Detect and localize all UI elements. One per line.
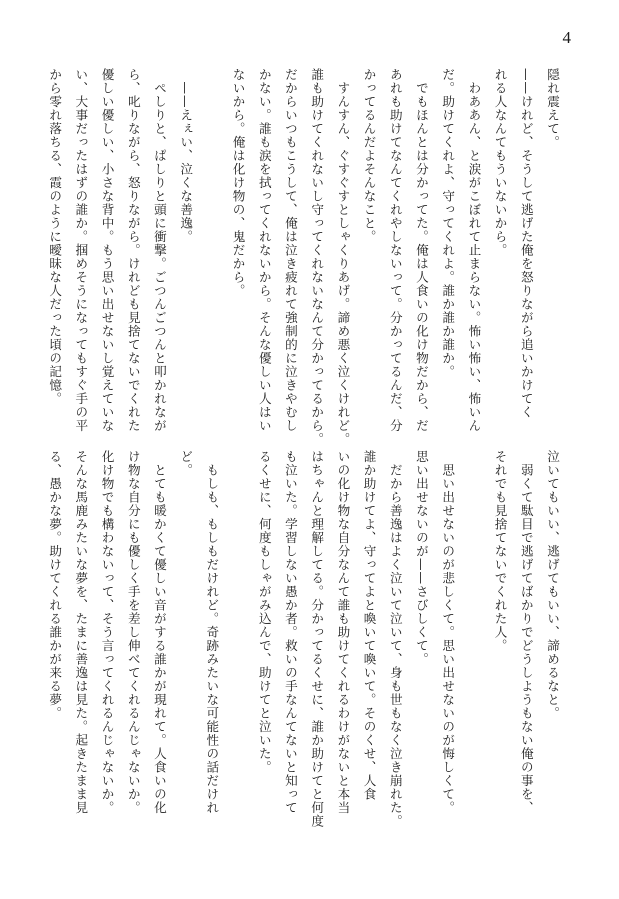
text-line: 誰も助けてくれないし守ってくれないなんて分かってるから。 bbox=[309, 68, 325, 446]
text-line: 泣いてもいい、逃げてもいい、諦めるなと。 bbox=[545, 450, 560, 720]
text-line: るくせに、何度もしゃがみ込んで、助けてと泣いた。 bbox=[256, 450, 272, 774]
text-line: ——けれど、そうして逃げた俺を怒りながら追いかけてく bbox=[518, 68, 534, 419]
text-line: 誰か助けてよ、守ってよと喚いて喚いて。そのくせ、人食 bbox=[361, 450, 377, 801]
text-line: すんすん、ぐすぐすとしゃくりあげ。諦め悪く泣くけれど。 bbox=[335, 68, 351, 446]
text-line: かってるんだよそんなこと。 bbox=[361, 68, 377, 244]
text-line: 思い出せないのが悲しくて。思い出せないのが悔しくて。 bbox=[440, 450, 456, 815]
text-line: それでも見捨てないでくれた人。 bbox=[492, 450, 508, 653]
text-line: も泣いた。学習しない愚か者。救いの手なんてないと知って bbox=[282, 450, 298, 815]
text-line: そんな馬鹿みたいな夢を、たまに善逸は見た。起きたまま見 bbox=[73, 450, 89, 815]
text-line: 優しい優しい、小さな背中。もう思い出せないし覚えていな bbox=[99, 68, 115, 433]
text-line: ど。 bbox=[178, 450, 194, 477]
text-line: わああん、と涙がこぼれて止まらない。怖い怖い、怖いん bbox=[466, 68, 482, 433]
text-line: ないから。俺は化け物の、鬼だから。 bbox=[230, 68, 246, 298]
text-line: 思い出せないのが——さびしくて。 bbox=[413, 450, 429, 666]
text-line: だから善逸はよく泣いて泣いて、身も世もなく泣き崩れた。 bbox=[387, 450, 403, 828]
text-line bbox=[460, 450, 486, 850]
bottom-text-block bbox=[47, 450, 565, 850]
text-line: ぺしりと、ぱしりと頭に衝撃。ごつんごつんと叩かれなが bbox=[151, 68, 167, 433]
text-line: 弱くて駄目で逃げてばかりでどうしようもない俺の事を、 bbox=[518, 450, 534, 815]
text-line: ——えぇい、泣くな善逸。 bbox=[178, 68, 194, 244]
text-line: もしも、もしもだけれど。奇跡みたいな可能性の話だけれ bbox=[204, 450, 220, 815]
text-line: いの化け物な自分なんて誰も助けてくれるわけがないと本当 bbox=[335, 450, 351, 815]
text-line: だからいつもこうして、俺は泣き疲れて強制的に泣きやむし bbox=[282, 68, 298, 433]
text-line: はちゃんと理解してる。分かってるくせに、誰か助けてと何度 bbox=[309, 450, 325, 828]
text-line: ら、叱りながら、怒りながら。けれども見捨てないでくれた bbox=[125, 68, 141, 433]
text-line: とても暖かくて優しい音がする誰かが現れて。人食いの化 bbox=[151, 450, 167, 815]
text-line: 隠れ震えて。 bbox=[545, 68, 560, 149]
text-line bbox=[198, 68, 224, 408]
text-line: かない。誰も涙を拭ってくれないから。そんな優しい人はい bbox=[256, 68, 272, 433]
text-line: け物な自分にも優しく手を差し伸べてくれるんじゃないか。 bbox=[125, 450, 141, 815]
text-line: でもほんとは分かってた。俺は人食いの化け物だから、だ bbox=[413, 68, 429, 433]
text-line: から零れ落ちる、霞のように曖昧な人だった頃の記憶。 bbox=[47, 68, 63, 406]
text-line: る、愚かな夢。助けてくれる誰かが来る夢。 bbox=[47, 450, 63, 720]
text-line: 化け物でも構わないって、そう言ってくれるんじゃないか。 bbox=[99, 450, 115, 815]
text-line: だ。助けてくれよ、守ってくれよ。誰か誰か誰か。 bbox=[440, 68, 456, 379]
text-line bbox=[224, 450, 250, 850]
text-line: あれも助けてなんてくれやしないって。分かってるんだ、分 bbox=[387, 68, 403, 433]
top-text-block bbox=[47, 68, 565, 446]
text-line: い、大事だったはずの誰か。掴めそうになってもすぐ手の平 bbox=[73, 68, 89, 433]
text-line: れる人なんてもういないから。 bbox=[492, 68, 508, 257]
page-number: 4 bbox=[562, 28, 571, 47]
